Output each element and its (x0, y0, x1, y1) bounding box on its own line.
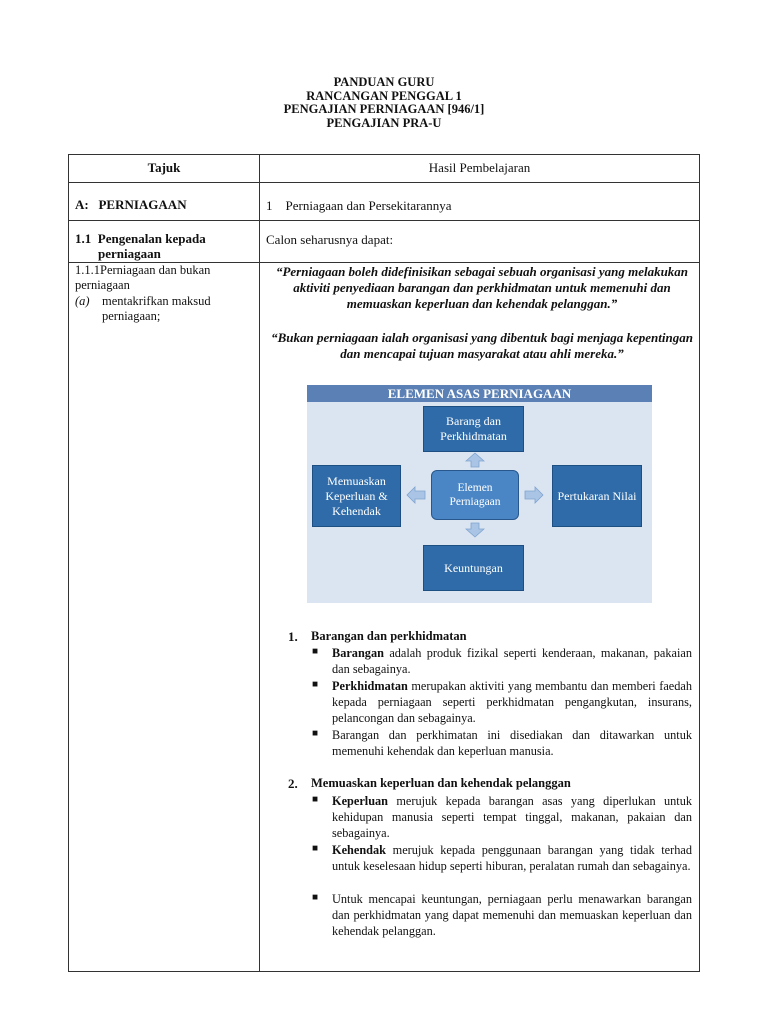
bullet-icon: ■ (312, 892, 319, 903)
bullet-icon: ■ (312, 843, 319, 854)
quote-line: aktiviti penyediaan barangan dan perkhidmatan untuk memenuhi dan (293, 280, 671, 295)
header-line-3: PENGAJIAN PERNIAGAAN [946/1] (283, 102, 485, 116)
term: Barangan (332, 646, 384, 660)
bullet-icon: ■ (312, 646, 319, 657)
term: Keperluan (332, 794, 389, 808)
section-1-bullet-1 (332, 645, 692, 677)
term: Kehendak (332, 843, 386, 857)
document-header (0, 76, 768, 130)
arrow-down-icon (465, 522, 485, 538)
definition: merujuk kepada barangan asas yang diperlukan untuk kehidupan manusia seperti tempat tinggal, makanan, pakaian dan sebagainya. (332, 794, 692, 840)
section-1-title: Barangan dan perkhidmatan (311, 629, 467, 643)
definition: merujuk kepada penggunaan barangan yang tidak terhad untuk keselesaan hidup seperti hiburan, peralatan rumah dan sebagainya. (332, 843, 692, 873)
header-line-2: RANCANGAN PENGGAL 1 (306, 88, 462, 103)
header-line-1: PANDUAN GURU (333, 75, 435, 89)
column-header-tajuk: Tajuk (147, 160, 181, 175)
item-a-cont: perniagaan; (102, 309, 161, 323)
sub-topic-outcome: Calon seharusnya dapat: (266, 232, 394, 247)
section-2-bullet-1 (332, 793, 692, 841)
quote-line: dan mencapai tujuan masyarakat atau ahli mereka.” (340, 346, 624, 361)
column-divider (259, 155, 260, 971)
section-1-number: 1. (288, 629, 298, 644)
sub-topic-title-2: perniagaan (98, 246, 161, 261)
sub-topic-title: 1.1 Pengenalan kepada (75, 231, 206, 246)
diagram-title: ELEMEN ASAS PERNIAGAAN (307, 385, 652, 402)
term: Perkhidmatan (332, 679, 408, 693)
section-1-bullet-3: Barangan dan perkhimatan ini disediakan dan ditawarkan untuk memenuhi kehendak dan keperluan manusia. (332, 728, 692, 758)
content-table (68, 154, 700, 972)
diagram-box-goods-services: Barang dan Perkhidmatan (423, 406, 524, 452)
arrow-left-icon (406, 486, 426, 504)
arrow-right-icon (524, 486, 544, 504)
bullet-icon: ■ (312, 794, 319, 805)
row-divider (69, 220, 699, 221)
section-2-bullet-3: Untuk mencapai keuntungan, perniagaan perlu menawarkan barangan dan perkhidmatan yang dapat memenuhi dan memuaskan keperluan dan kehendak pelanggan. (332, 892, 692, 938)
bullet-icon: ■ (312, 679, 319, 690)
diagram-box-business-elements: Elemen Perniagaan (431, 470, 519, 520)
item-1-1-1: 1.1.1Perniagaan dan bukan (75, 263, 211, 277)
non-business-definition-quote (267, 330, 697, 362)
item-a-label: (a) (75, 294, 90, 308)
business-elements-diagram (307, 385, 652, 603)
diagram-box-profit: Keuntungan (423, 545, 524, 591)
diagram-box-needs-wants: Memuaskan Keperluan & Kehendak (312, 465, 401, 527)
header-line-4: PENGAJIAN PRA-U (326, 115, 442, 130)
section-1-bullet-2 (332, 678, 692, 726)
section-2-bullet-2 (332, 842, 692, 874)
bullet-icon: ■ (312, 728, 319, 739)
topic-a: A: PERNIAGAAN (75, 197, 187, 212)
quote-line: “Bukan perniagaan ialah organisasi yang dibentuk bagi menjaga kepentingan (271, 330, 693, 345)
quote-line: “Perniagaan boleh didefinisikan sebagai sebuah organisasi yang melakukan (275, 264, 689, 279)
quote-line: memuaskan keperluan dan kehendak pelanggan.” (346, 296, 618, 311)
item-1-1-1-cont: perniagaan (75, 278, 130, 292)
item-a: mentakrifkan maksud (102, 294, 211, 308)
definition: merupakan aktiviti yang membantu dan memberi faedah kepada perniagaan seperti perkhidmatan pengangkutan, insurans, pelancongan dan sebagainya. (332, 679, 692, 725)
section-2-title: Memuaskan keperluan dan kehendak pelanggan (311, 776, 571, 790)
section-2-number: 2. (288, 776, 298, 791)
column-header-hasil: Hasil Pembelajaran (428, 160, 531, 175)
row-divider (69, 182, 699, 183)
diagram-box-value-exchange: Pertukaran Nilai (552, 465, 642, 527)
topic-a-outcome: 1 Perniagaan dan Persekitarannya (266, 198, 452, 213)
business-definition-quote (267, 264, 697, 312)
definition: adalah produk fizikal seperti kenderaan, makanan, pakaian dan sebagainya. (332, 646, 692, 676)
arrow-up-icon (465, 452, 485, 468)
